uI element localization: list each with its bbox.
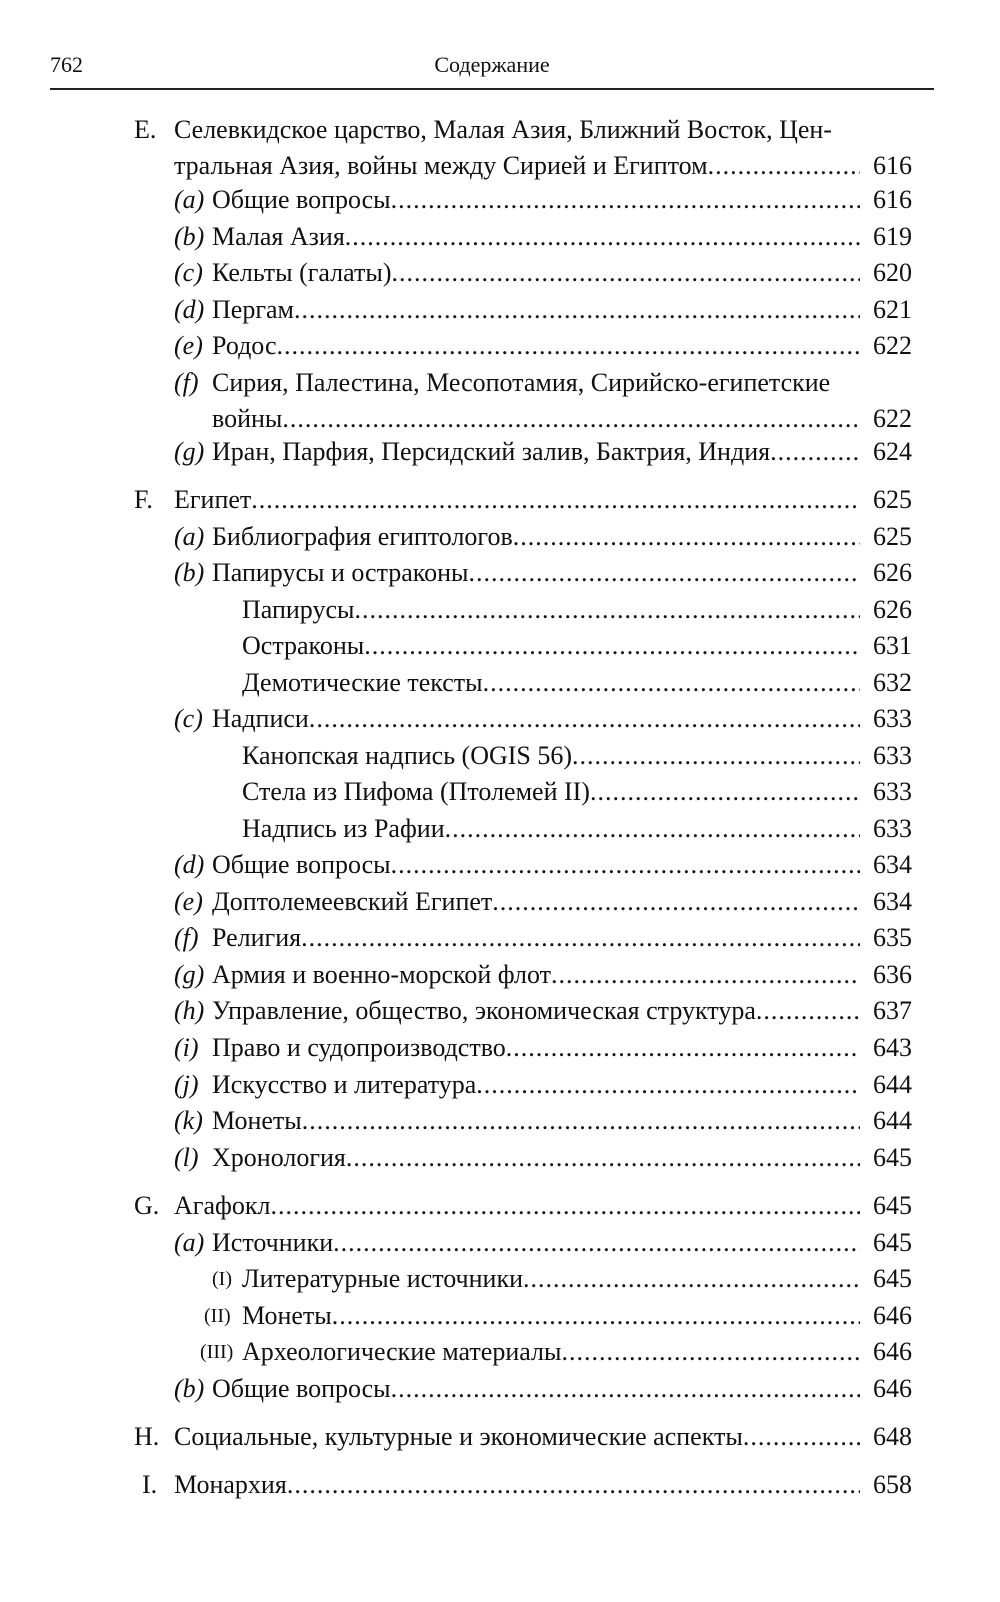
toc-subentry	[242, 666, 912, 700]
toc-entry	[174, 556, 912, 590]
leader-dots	[364, 629, 860, 663]
toc-text: Иран, Парфия, Персидский залив, Бактрия, Индия	[212, 437, 771, 466]
toc-text: Надписи	[212, 704, 309, 733]
leader-dots	[301, 921, 860, 955]
toc-text: Право и судопроизводство	[212, 1033, 506, 1062]
toc-label: (b)	[174, 222, 205, 251]
toc-text: Общие вопросы	[212, 185, 391, 214]
leader-dots	[391, 848, 860, 882]
toc-page: 643	[873, 1033, 912, 1062]
toc-page: 644	[873, 1070, 912, 1099]
toc-label: (j)	[174, 1070, 199, 1099]
toc-subentry	[242, 739, 912, 773]
toc-label: (b)	[174, 558, 205, 587]
toc-label: (l)	[174, 1143, 199, 1172]
page-header	[50, 50, 934, 90]
toc-label: (e)	[174, 887, 203, 916]
toc-text: Папирусы и остраконы	[212, 558, 469, 587]
toc-page: 645	[873, 1228, 912, 1257]
leader-dots	[276, 329, 860, 363]
toc-entry	[174, 293, 912, 327]
toc-label: (b)	[174, 1374, 205, 1403]
toc-text: Доптолемеевский Египет	[212, 887, 493, 916]
toc-entry	[174, 1141, 912, 1175]
leader-dots	[523, 1262, 860, 1296]
toc-entry	[174, 1031, 912, 1065]
toc-page: 645	[873, 1264, 912, 1293]
toc-label: H.	[134, 1422, 160, 1451]
leader-dots	[506, 1031, 860, 1065]
toc-page: 635	[873, 923, 912, 952]
toc-text-line2: тральная Азия, войны между Сирией и Египтом	[174, 151, 708, 180]
toc-page: 636	[873, 960, 912, 989]
toc-text: Египет	[174, 485, 252, 514]
toc-entry	[174, 183, 912, 217]
page-number: 762	[50, 52, 83, 77]
toc-page: 616	[873, 185, 912, 214]
toc-text: Папирусы	[242, 595, 355, 624]
toc-page: 633	[873, 704, 912, 733]
toc-page: 632	[873, 668, 912, 697]
toc-entry	[174, 329, 912, 363]
toc-entry-E	[134, 113, 912, 183]
leader-dots	[492, 885, 860, 919]
leader-dots	[282, 402, 860, 436]
toc-label: (c)	[174, 704, 203, 733]
toc-label: (h)	[174, 996, 205, 1025]
toc-page: 634	[873, 887, 912, 916]
toc-text: Управление, общество, экономическая структура	[212, 996, 756, 1025]
toc-page: 645	[873, 1191, 912, 1220]
toc-text: Монеты	[242, 1301, 332, 1330]
toc-page: 625	[873, 485, 912, 514]
toc-entry	[174, 1104, 912, 1138]
toc-page: 626	[873, 595, 912, 624]
leader-dots	[391, 183, 860, 217]
leader-dots	[561, 1335, 860, 1369]
leader-dots	[756, 994, 860, 1028]
toc-label: (d)	[174, 295, 205, 324]
toc-entry	[174, 256, 912, 290]
toc-page: 633	[873, 777, 912, 806]
toc-text: Кельты (галаты)	[212, 258, 392, 287]
toc-text: Монеты	[212, 1106, 302, 1135]
toc-subentry	[242, 629, 912, 663]
toc-subentry	[242, 812, 912, 846]
toc-label: (a)	[174, 1228, 205, 1257]
toc-text: Надпись из Рафии	[242, 814, 445, 843]
toc-text-line1: Сирия, Палестина, Месопотамия, Сирийско-египетские	[212, 368, 831, 397]
toc-label: (III)	[200, 1341, 234, 1363]
toc-entry-I	[142, 1468, 912, 1502]
leader-dots	[743, 1420, 860, 1454]
toc-page: 646	[873, 1301, 912, 1330]
toc-text: Источники	[212, 1228, 334, 1257]
toc-text: Хронология	[212, 1143, 346, 1172]
toc-label: (f)	[174, 368, 199, 397]
toc-subentry	[242, 593, 912, 627]
toc-text: Армия и военно-морской флот	[212, 960, 551, 989]
toc-page: 631	[873, 631, 912, 660]
toc-text-line2: войны	[212, 404, 283, 433]
leader-dots	[346, 1141, 860, 1175]
toc-page: 626	[873, 558, 912, 587]
toc-text: Монархия	[174, 1470, 287, 1499]
toc-page: 645	[873, 1143, 912, 1172]
leader-dots	[590, 775, 860, 809]
toc-entry	[174, 885, 912, 919]
leader-dots	[391, 1372, 860, 1406]
toc-label: (II)	[204, 1305, 231, 1327]
toc-page: 634	[873, 850, 912, 879]
leader-dots	[332, 1299, 860, 1333]
toc-subentry	[200, 1335, 912, 1369]
toc-text: Малая Азия	[212, 222, 345, 251]
toc-page: 621	[873, 295, 912, 324]
leader-dots	[572, 739, 860, 773]
toc-label: (I)	[212, 1268, 232, 1290]
toc-label: (k)	[174, 1106, 203, 1135]
toc-subentry	[204, 1299, 912, 1333]
toc-page: 624	[873, 437, 912, 466]
leader-dots	[468, 556, 860, 590]
toc-text: Демотические тексты	[242, 668, 483, 697]
toc-text: Пергам	[212, 295, 294, 324]
leader-dots	[294, 293, 860, 327]
toc-subentry	[242, 775, 912, 809]
toc-text: Родос	[212, 331, 277, 360]
leader-dots	[354, 593, 860, 627]
leader-dots	[445, 812, 860, 846]
toc-text: Канопская надпись (OGIS 56)	[242, 741, 573, 770]
toc-text-line1: Селевкидское царство, Малая Азия, Ближний Восток, Цен-	[174, 115, 832, 144]
toc-entry	[174, 994, 912, 1028]
toc-text: Искусство и литература	[212, 1070, 477, 1099]
toc-page: 622	[873, 404, 912, 433]
toc-page: 633	[873, 814, 912, 843]
toc-page: 658	[873, 1470, 912, 1499]
toc-page: 620	[873, 258, 912, 287]
toc-page: 644	[873, 1106, 912, 1135]
toc-page: 646	[873, 1374, 912, 1403]
toc-entry-F	[134, 483, 912, 517]
leader-dots	[333, 1226, 860, 1260]
toc-label: (c)	[174, 258, 203, 287]
leader-dots	[476, 1068, 860, 1102]
toc-text: Библиография египтологов	[212, 522, 513, 551]
toc-label: G.	[134, 1191, 160, 1220]
toc-label: F.	[134, 485, 153, 514]
toc-label: (f)	[174, 923, 199, 952]
toc-label: E.	[134, 115, 157, 144]
toc-label: (a)	[174, 185, 205, 214]
leader-dots	[251, 483, 860, 517]
toc-entry-H	[134, 1420, 912, 1454]
leader-dots	[270, 1189, 860, 1223]
toc-label: (a)	[174, 522, 205, 551]
toc-label: I.	[142, 1470, 158, 1499]
toc-page: 616	[873, 151, 912, 180]
toc-text: Стела из Пифома (Птолемей II)	[242, 777, 590, 806]
leader-dots	[551, 958, 860, 992]
toc-text: Общие вопросы	[212, 1374, 391, 1403]
leader-dots	[770, 435, 860, 469]
toc-text: Общие вопросы	[212, 850, 391, 879]
leader-dots	[513, 520, 860, 554]
leader-dots	[708, 149, 860, 183]
toc-text: Агафокл	[174, 1191, 271, 1220]
toc-label: (g)	[174, 437, 205, 466]
toc-page: 648	[873, 1422, 912, 1451]
toc-subentry	[212, 1262, 912, 1296]
toc-label: (g)	[174, 960, 205, 989]
leader-dots	[309, 702, 860, 736]
toc-entry	[174, 1372, 912, 1406]
toc-text: Социальные, культурные и экономические аспекты	[174, 1422, 743, 1451]
running-title: Содержание	[434, 52, 550, 77]
leader-dots	[287, 1468, 860, 1502]
toc-entry	[174, 220, 912, 254]
toc-entry	[174, 1068, 912, 1102]
leader-dots	[483, 666, 860, 700]
toc-entry	[174, 702, 912, 736]
toc-page: 637	[873, 996, 912, 1025]
toc-page: 622	[873, 331, 912, 360]
toc-entry-G	[134, 1189, 912, 1223]
toc-page: 633	[873, 741, 912, 770]
toc-text: Литературные источники	[242, 1264, 524, 1293]
toc-label: (i)	[174, 1033, 199, 1062]
leader-dots	[302, 1104, 860, 1138]
toc-text: Археологические материалы	[242, 1337, 562, 1366]
toc-entry	[174, 435, 912, 469]
toc-entry	[174, 848, 912, 882]
leader-dots	[392, 256, 861, 290]
toc-entry	[174, 958, 912, 992]
toc-text: Остраконы	[242, 631, 365, 660]
toc-entry	[174, 1226, 912, 1260]
toc-text: Религия	[212, 923, 302, 952]
toc-page: 619	[873, 222, 912, 251]
toc-entry	[174, 921, 912, 955]
toc-page: 625	[873, 522, 912, 551]
toc-label: (e)	[174, 331, 203, 360]
toc-page: 646	[873, 1337, 912, 1366]
toc-label: (d)	[174, 850, 205, 879]
toc-entry	[174, 520, 912, 554]
leader-dots	[345, 220, 860, 254]
toc-entry	[174, 366, 912, 436]
